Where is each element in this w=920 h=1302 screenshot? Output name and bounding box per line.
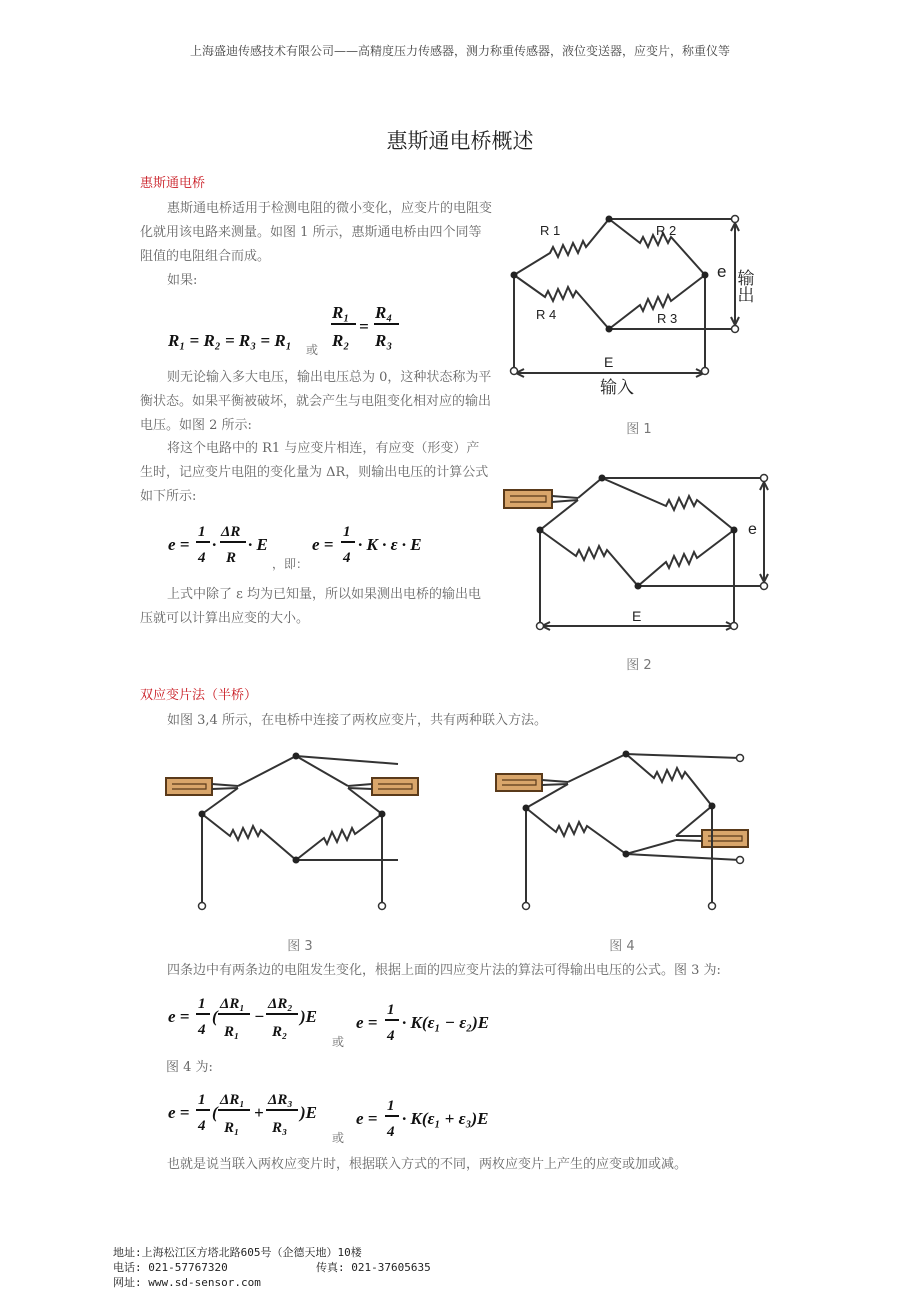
- section-heading-wheatstone: 惠斯通电桥: [140, 176, 206, 191]
- svg-text:(: (: [212, 1007, 218, 1026]
- svg-text:R₁: R₁: [224, 1120, 240, 1136]
- svg-text:1: 1: [343, 524, 351, 540]
- svg-text:R₃: R₃: [375, 331, 393, 350]
- svg-text:R₁ = R₂ = R₃ = R₁: R₁ = R₂ = R₃ = R₁: [168, 331, 292, 350]
- paragraph-two-gauges: 如图 3,4 所示，在电桥中连接了两枚应变片，共有两种联入方法。: [167, 713, 547, 728]
- svg-text:R₃: R₃: [272, 1120, 288, 1136]
- svg-text:4: 4: [343, 550, 351, 566]
- section-heading-half-bridge: 双应变片法（半桥）: [140, 688, 258, 703]
- or-label-3: 或: [332, 1131, 345, 1145]
- figure-3-caption: 图 3: [287, 939, 313, 954]
- svg-text:4: 4: [198, 550, 206, 566]
- paragraph-strain: 将这个电路中的 R1 与应变片相连，有应变（形变）产生时，记应变片电阻的变化量为 ΔR，则输出电压的计算公式如下所示:: [140, 441, 489, 504]
- figure-4-half-bridge: [490, 748, 772, 918]
- fig2-label-E: E: [632, 608, 642, 624]
- svg-text:e =: e =: [168, 1007, 190, 1026]
- figure-2-bridge-with-gauge: [496, 466, 778, 638]
- svg-text:4: 4: [387, 1124, 395, 1140]
- svg-text:1: 1: [387, 1098, 395, 1114]
- paragraph-if: 如果:: [167, 273, 198, 288]
- or-label-1: 或: [306, 343, 319, 357]
- svg-text:· E: · E: [248, 535, 268, 554]
- footer-phone: 电话: 021-57767320: [113, 1261, 228, 1274]
- svg-text:)E: )E: [300, 1007, 317, 1026]
- svg-text:ΔR₁: ΔR₁: [220, 1092, 245, 1108]
- label-r3: R 3: [657, 311, 678, 326]
- fig2-label-e: e: [748, 521, 757, 538]
- svg-text:R₂: R₂: [272, 1024, 288, 1040]
- svg-text:ΔR₃: ΔR₃: [268, 1092, 293, 1108]
- svg-text:1: 1: [387, 1002, 395, 1018]
- footer-website[interactable]: 网址: www.sd-sensor.com: [113, 1276, 261, 1289]
- svg-text:R₁: R₁: [224, 1024, 240, 1040]
- label-output: 输出: [734, 269, 754, 303]
- paragraph-fig3-formula: 四条边中有两条边的电阻发生变化，根据上面的四应变片法的算法可得输出电压的公式。图 3 为:: [167, 963, 721, 978]
- formula-equal-resistors: [166, 298, 406, 358]
- svg-text:· K(ε₁ − ε₂)E: · K(ε₁ − ε₂)E: [402, 1013, 490, 1032]
- footer-fax: 传真: 021-37605635: [316, 1261, 431, 1274]
- paragraph-conclusion: 上式中除了 ε 均为已知量，所以如果测出电桥的输出电压就可以计算出应变的大小。: [140, 587, 481, 626]
- svg-text:e =: e =: [168, 1103, 190, 1122]
- svg-text:+: +: [254, 1103, 264, 1122]
- label-r4: R 4: [536, 307, 557, 322]
- figure-2-caption: 图 2: [626, 658, 652, 673]
- page-title: 惠斯通电桥概述: [386, 129, 534, 153]
- svg-text:· K(ε₁ + ε₃)E: · K(ε₁ + ε₃)E: [402, 1109, 489, 1128]
- label-r1: R 1: [540, 223, 561, 238]
- label-input: 输入: [600, 378, 634, 397]
- figure-1-wheatstone-bridge: [500, 205, 778, 410]
- label-fig4-is: 图 4 为:: [166, 1060, 213, 1075]
- or-label-2: 或: [332, 1035, 345, 1049]
- svg-text:ΔR: ΔR: [221, 524, 241, 540]
- svg-text:e =: e =: [356, 1109, 378, 1128]
- label-r2: R 2: [656, 223, 677, 238]
- svg-text:−: −: [254, 1007, 265, 1026]
- svg-text:·: ·: [212, 535, 217, 554]
- svg-text:(: (: [212, 1103, 218, 1122]
- svg-text:· K · ε · E: · K · ε · E: [358, 535, 422, 554]
- svg-text:e =: e =: [356, 1013, 378, 1032]
- paragraph-intro: 惠斯通电桥适用于检测电阻的微小变化，应变片的电阻变化就用该电路来测量。如图 1 所示，惠斯通电桥由四个同等阻值的电阻组合而成。: [140, 201, 493, 264]
- figure-1-caption: 图 1: [626, 422, 652, 437]
- svg-text:R: R: [226, 550, 237, 566]
- label-e: e: [717, 262, 727, 281]
- svg-text:4: 4: [198, 1022, 206, 1038]
- paragraph-add-subtract: 也就是说当联入两枚应变片时，根据联入方式的不同，两枚应变片上产生的应变或加或减。: [167, 1157, 688, 1172]
- svg-text:ΔR₂: ΔR₂: [268, 996, 293, 1012]
- footer-address: 地址:上海松江区方塔北路605号（企德天地）10楼: [113, 1246, 362, 1259]
- figure-4-caption: 图 4: [609, 939, 635, 954]
- svg-text:4: 4: [198, 1118, 206, 1134]
- svg-text:R₁: R₁: [332, 303, 350, 322]
- svg-text:=: =: [359, 317, 369, 336]
- svg-text:1: 1: [198, 524, 206, 540]
- svg-text:R₂: R₂: [332, 331, 350, 350]
- ie-label: ，即：: [272, 557, 309, 571]
- svg-text:4: 4: [387, 1028, 395, 1044]
- svg-text:)E: )E: [300, 1103, 317, 1122]
- label-E: E: [604, 354, 614, 370]
- svg-text:1: 1: [198, 1092, 206, 1108]
- svg-text:1: 1: [198, 996, 206, 1012]
- figure-3-half-bridge: [158, 748, 440, 918]
- svg-text:ΔR₁: ΔR₁: [220, 996, 245, 1012]
- svg-text:R₄: R₄: [375, 303, 393, 322]
- svg-text:e =: e =: [312, 535, 334, 554]
- paragraph-balance: 则无论输入多大电压，输出电压总为 0，这种状态称为平衡状态。如果平衡被破坏，就会产生与电阻变化相对应的输出电压。如图 2 所示:: [140, 370, 492, 433]
- svg-text:e =: e =: [168, 535, 190, 554]
- page-header: 上海盛迪传感技术有限公司——高精度压力传感器，测力称重传感器，液位变送器，应变片，称重仪等: [189, 44, 730, 58]
